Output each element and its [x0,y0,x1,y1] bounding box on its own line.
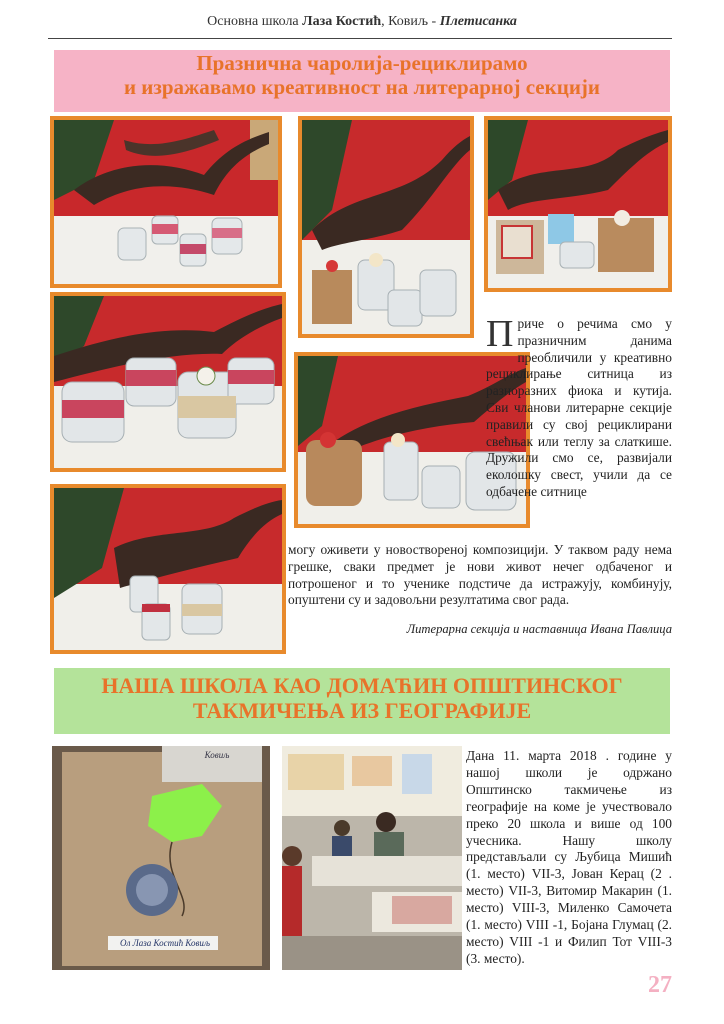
article1-title-line2: и изражавамо креативност на литерарној секцији [123,74,601,99]
school-name: Лаза Костић [302,14,382,29]
page-number: 27 [648,972,672,998]
article1-title [54,50,670,112]
article2-body: Дана 11. марта 2018 . године у нашој школи је одржано Општинско такмичење из географије на коме је учествовало преко 20 школа и више од 100 учесника. Нашу школу представљали су Љубица Мишић (1. место) VII-3, Јован Керац (2 . место) VII-3, Витомир Макарин (1. место) VIII-3, Миленко Самочета (1. место) VIII -1, Бојана Глумац (2. место) VIII -1 и Филип Тот VIII-3 (3. место). [466,748,672,966]
article2-title-line2: ТАКМИЧЕЊА ИЗ ГЕОГРАФИЈЕ [192,697,532,723]
header-rule [48,38,672,39]
photo-jars-1 [50,116,282,288]
article1-signature: Литерарна секција и наставница Ивана Павлица [406,622,672,636]
article1-body-column [486,313,672,501]
article1-body-part1: риче о речима смо у празничним данима преобличили у креативно рециклирање ситница из разноразних фиока и кутија. Сви чланови литерарне секције правили су свој рециклирани свећњак или теглу за слаткише. Дружили смо се, развијали еколошку свест, учили да се одбачене ситнице [486,316,672,499]
article1-body-part2: могу оживети у новоствореној композицији. У таквом раду нема грешке, сваки предмет је нови живот нечег одбаченог и потрошеног и то ученике подстиче да истражују, комбинују, опуштени су и задовољни резултатима свог рада. [288,542,672,608]
article2-title-line1: НАША ШКОЛА КАО ДОМАЋИН ОПШТИНСКОГ [101,673,623,698]
card-label: Ол Лаза Костић Ковиљ [119,938,211,948]
photo-bags [484,116,672,292]
school-prefix: Основна школа [207,14,299,29]
photo-classroom [282,746,462,970]
card-corner-label: Ковиљ [204,750,230,760]
photo-card [52,746,270,970]
photo-jars-5 [50,484,286,654]
photo-jars-3 [50,292,286,472]
magazine-name: Плетисанка [439,14,517,29]
article1-title-line1: Празнична чаролија-рециклирамо [196,51,528,75]
school-place: , Ковиљ - [381,14,437,29]
article2-title [54,668,670,734]
photo-jars-2 [298,116,474,338]
running-header [0,14,724,30]
drop-cap: П [486,313,514,355]
